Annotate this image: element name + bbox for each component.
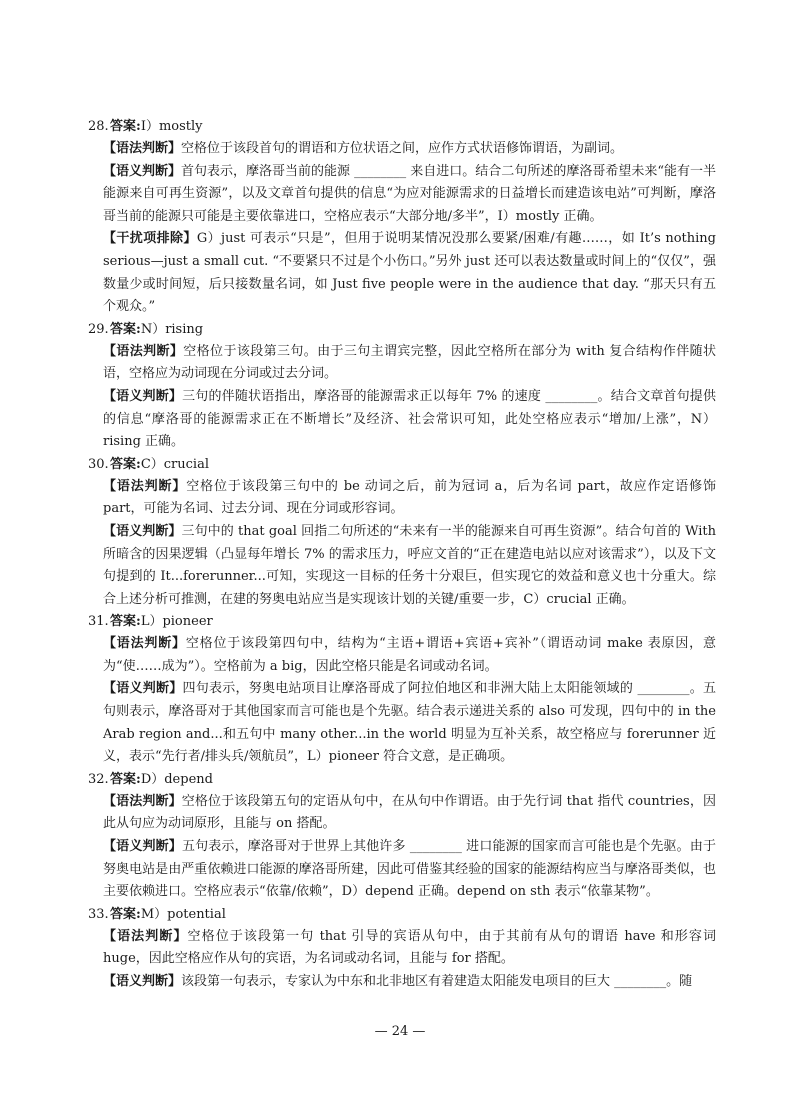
answer-value: D）depend bbox=[140, 771, 213, 787]
explanation-paragraph bbox=[88, 386, 716, 454]
question-block bbox=[88, 319, 716, 454]
question-block bbox=[88, 454, 716, 612]
explanation-text: 三句的伴随状语指出，摩洛哥的能源需求正以每年 7% 的速度 ________。结合文章首句提供的信息“摩洛哥的能源需求正在不断增长”及经济、社会常识可知，此处空格应表示“增加/上涨”，N）rising 正确。 bbox=[103, 388, 716, 450]
explanation-tag: 【干扰项排除】 bbox=[103, 231, 197, 247]
explanation-text: 空格位于该段第一句 that 引导的宾语从句中，由于其前有从句的谓语 have 和形容词 huge，因此空格应作从句的宾语，为名词或动名词，且能与 for 搭配。 bbox=[103, 928, 716, 967]
answer-value: L）pioneer bbox=[140, 614, 213, 630]
explanation-text: 空格位于该段第五句的定语从句中，在从句中作谓语。由于先行词 that 指代 countries，因此从句应为动词原形，且能与 on 搭配。 bbox=[103, 793, 716, 832]
explanation-tag: 【语法判断】 bbox=[103, 636, 186, 652]
explanation-paragraph bbox=[88, 341, 716, 386]
explanation-text: 空格位于该段第三句。由于三句主谓宾完整，因此空格所在部分为 with 复合结构作伴随状语，空格应为动词现在分词或过去分词。 bbox=[103, 343, 716, 382]
explanation-paragraph bbox=[88, 476, 716, 521]
explanation-text: 首句表示，摩洛哥当前的能源 ________ 来自进口。结合二句所述的摩洛哥希望未来“能有一半能源来自可再生资源”，以及文章首句提供的信息“为应对能源需求的日益增长而建造该电站”可判断，摩洛哥当前的能源只可能是主要依靠进口，空格应表示“大部分地/多半”，I）mostly 正确。 bbox=[103, 163, 716, 224]
answer-label: 答案: bbox=[110, 456, 141, 472]
explanation-paragraph bbox=[88, 521, 716, 611]
explanation-tag: 【语义判断】 bbox=[103, 974, 182, 989]
answer-label: 答案: bbox=[110, 906, 141, 922]
explanation-tag: 【语义判断】 bbox=[103, 681, 183, 697]
question-header bbox=[88, 611, 716, 633]
question-number: 29. bbox=[88, 321, 109, 337]
explanation-tag: 【语法判断】 bbox=[103, 793, 182, 809]
answer-label: 答案: bbox=[110, 614, 141, 630]
question-number: 30. bbox=[88, 456, 109, 472]
explanation-tag: 【语义判断】 bbox=[103, 163, 182, 179]
question-block bbox=[88, 116, 716, 319]
question-block bbox=[88, 904, 716, 994]
explanation-text: 空格位于该段第三句中的 be 动词之后，前为冠词 a，后为名词 part，故应作定语修饰 part，可能为名词、过去分词、现在分词或形容词。 bbox=[103, 478, 716, 517]
answer-label: 答案: bbox=[110, 321, 141, 337]
explanation-paragraph bbox=[88, 228, 716, 318]
explanation-text: 空格位于该段首句的谓语和方位状语之间，应作方式状语修饰谓语，为副词。 bbox=[181, 141, 624, 156]
answer-label: 答案: bbox=[110, 119, 141, 134]
explanation-text: 空格位于该段第四句中，结构为“主语+谓语+宾语+宾补”（谓语动词 make 表原因，意为“使……成为”）。空格前为 a big，因此空格只能是名词或动名词。 bbox=[103, 636, 716, 674]
explanation-tag: 【语法判断】 bbox=[103, 478, 187, 494]
explanation-paragraph bbox=[88, 633, 716, 678]
question-header bbox=[88, 769, 716, 791]
question-header bbox=[88, 904, 716, 926]
explanation-tag: 【语义判断】 bbox=[103, 839, 182, 855]
answer-value: N）rising bbox=[140, 321, 204, 337]
explanation-paragraph bbox=[88, 138, 716, 161]
answer-explanations bbox=[88, 116, 716, 994]
answer-value: C）crucial bbox=[140, 456, 209, 472]
question-block bbox=[88, 769, 716, 904]
question-header bbox=[88, 116, 716, 138]
explanation-text: 该段第一句表示，专家认为中东和北非地区有着建造太阳能发电项目的巨大 ________。随 bbox=[181, 974, 693, 989]
page-number: — 24 — bbox=[374, 1024, 426, 1039]
question-header bbox=[88, 319, 716, 341]
explanation-text: 四句表示，努奥电站项目让摩洛哥成了阿拉伯地区和非洲大陆上太阳能领域的 ________。五句则表示，摩洛哥对于其他国家而言可能也是个先驱。结合表示递进关系的 also 可发现，四句中的 in the Arab region and...和五句中 many other...in the world 明显为互补关系，故空格应与 forerunner 近义，表示“先行者/排头兵/领航员”，L）pioneer 符合文意，是正确项。 bbox=[103, 681, 716, 765]
question-block bbox=[88, 611, 716, 769]
explanation-paragraph bbox=[88, 161, 716, 229]
explanation-tag: 【语法判断】 bbox=[103, 343, 184, 359]
question-number: 31. bbox=[88, 614, 109, 630]
question-number: 33. bbox=[88, 906, 109, 922]
question-header bbox=[88, 454, 716, 476]
explanation-text: G）just 可表示“只是”，但用于说明某情况没那么要紧/困难/有趣……，如 It’s nothing serious—just a small cut. “不要紧只不过是个小伤口。”另外 just 还可以表达数量或时间上的“仅仅”，强数量少或时间短，后只接数量名词，如 Just five people were in the audience that day. “那天只有五个观众。” bbox=[103, 231, 716, 315]
question-number: 28. bbox=[88, 119, 109, 134]
explanation-tag: 【语法判断】 bbox=[103, 141, 182, 156]
explanation-paragraph bbox=[88, 678, 716, 768]
explanation-tag: 【语义判断】 bbox=[103, 523, 182, 539]
answer-value: M）potential bbox=[140, 906, 226, 922]
explanation-paragraph bbox=[88, 971, 716, 994]
explanation-tag: 【语法判断】 bbox=[103, 928, 188, 944]
answer-label: 答案: bbox=[110, 771, 141, 787]
explanation-paragraph bbox=[88, 926, 716, 971]
question-number: 32. bbox=[88, 771, 109, 787]
explanation-text: 三句中的 that goal 回指二句所述的“未来有一半的能源来自可再生资源”。结合句首的 With 所暗含的因果逻辑（凸显每年增长 7% 的需求压力，呼应文首的“正在建造电站以应对该需求”），以及下文句提到的 It...forerunner...可知，实现这一目标的任务十分艰巨，但实现它的效益和意义也十分重大。综合上述分析可推测，在建的努奥电站应当是实现该计划的关键/重要一步，C）crucial 正确。 bbox=[103, 523, 716, 607]
explanation-paragraph bbox=[88, 791, 716, 836]
explanation-paragraph bbox=[88, 836, 716, 904]
answer-value: I）mostly bbox=[140, 119, 203, 134]
explanation-tag: 【语义判断】 bbox=[103, 388, 183, 404]
explanation-text: 五句表示，摩洛哥对于世界上其他许多 ________ 进口能源的国家而言可能也是个先驱。由于努奥电站是由严重依赖进口能源的摩洛哥所建，因此可借鉴其经验的国家的能源结构应当与摩洛哥类似，也主要依赖进口。空格应表示“依靠/依赖”，D）depend 正确。depend on sth 表示“依靠某物”。 bbox=[103, 839, 716, 900]
